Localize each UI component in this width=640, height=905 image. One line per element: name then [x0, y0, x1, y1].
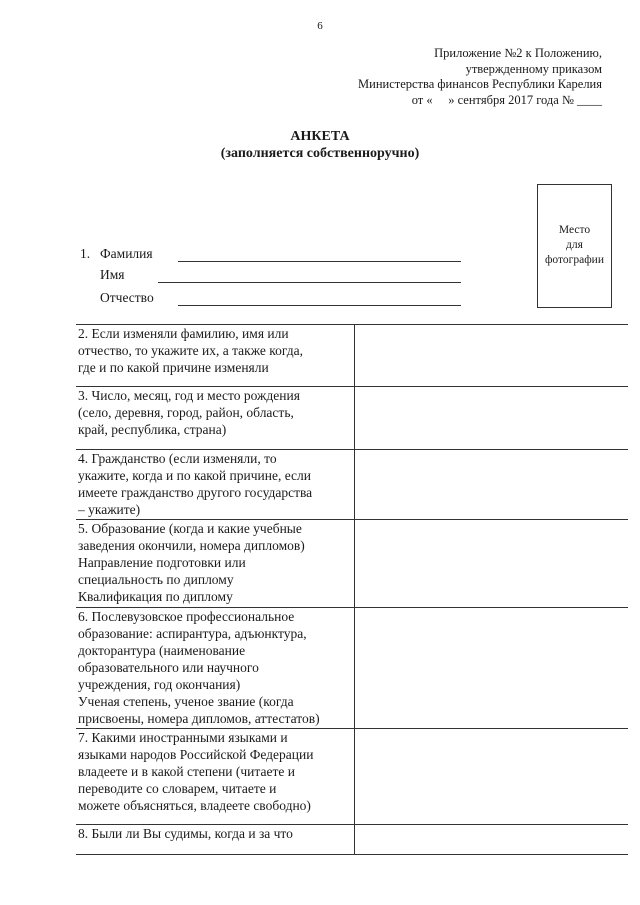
approval-header: [302, 46, 602, 108]
question-cell: 8. Были ли Вы судимы, когда и за что: [76, 825, 354, 855]
form-title-block: [0, 128, 640, 162]
questionnaire-table: [76, 324, 628, 855]
question-row: [76, 450, 628, 520]
answer-field[interactable]: [354, 608, 628, 729]
form-title: АНКЕТА: [290, 129, 350, 144]
answer-field[interactable]: [354, 450, 628, 520]
photo-placeholder: [537, 184, 612, 308]
approval-line: от « » сентября 2017 года № ____: [411, 92, 602, 107]
question-cell: 7. Какими иностранными языками и языками народов Российской Федерации владеете и в какой степени (читаете и переводите со словарем, читаете и можете объясняться, владеете свободно): [76, 729, 354, 825]
form-subtitle: (заполняется собственноручно): [220, 146, 420, 161]
patronymic-field[interactable]: [178, 305, 461, 306]
question-row: [76, 387, 628, 450]
approval-line: Министерства финансов Республики Карелия: [358, 77, 602, 91]
answer-field[interactable]: [354, 825, 628, 855]
surname-label: Фамилия: [100, 246, 153, 261]
surname-field[interactable]: [178, 261, 461, 262]
name-field[interactable]: [158, 282, 461, 283]
question-row: [76, 608, 628, 729]
photo-label-line: для: [566, 239, 583, 251]
question-cell: 3. Число, месяц, год и место рождения (село, деревня, город, район, область, край, республика, страна): [76, 387, 354, 450]
question-row: [76, 325, 628, 387]
approval-line: утвержденному приказом: [465, 61, 602, 76]
approval-line: Приложение №2 к Положению,: [434, 46, 602, 60]
question-cell: 5. Образование (когда и какие учебные заведения окончили, номера дипломов) Направление подготовки или специальность по диплому Квалификация по диплому: [76, 520, 354, 608]
question-cell: 4. Гражданство (если изменяли, то укажите, когда и по какой причине, если имеете гражданство другого государства – укажите): [76, 450, 354, 520]
question-row: [76, 729, 628, 825]
question-row: [76, 825, 628, 855]
question-row: [76, 520, 628, 608]
answer-field[interactable]: [354, 520, 628, 608]
name-row: [80, 265, 480, 285]
answer-field[interactable]: [354, 387, 628, 450]
item-number: 1.: [80, 246, 91, 261]
question-cell: 2. Если изменяли фамилию, имя или отчество, то укажите их, а также когда, где и по какой причине изменяли: [76, 325, 354, 387]
photo-label-line: фотографии: [544, 254, 604, 266]
answer-field[interactable]: [354, 325, 628, 387]
patronymic-label: Отчество: [100, 290, 154, 305]
patronymic-row: [80, 288, 480, 308]
answer-field[interactable]: [354, 729, 628, 825]
name-label: Имя: [100, 267, 125, 282]
surname-row: [80, 244, 480, 264]
photo-label-line: Место: [558, 224, 591, 236]
page-number: 6: [317, 20, 323, 32]
question-cell: 6. Послевузовское профессиональное образование: аспирантура, адъюнктура, докторантура (наименование образовательного или научного учреждения, год окончания) Ученая степень, ученое звание (когда присвоены, номера дипломов, аттестатов): [76, 608, 354, 729]
